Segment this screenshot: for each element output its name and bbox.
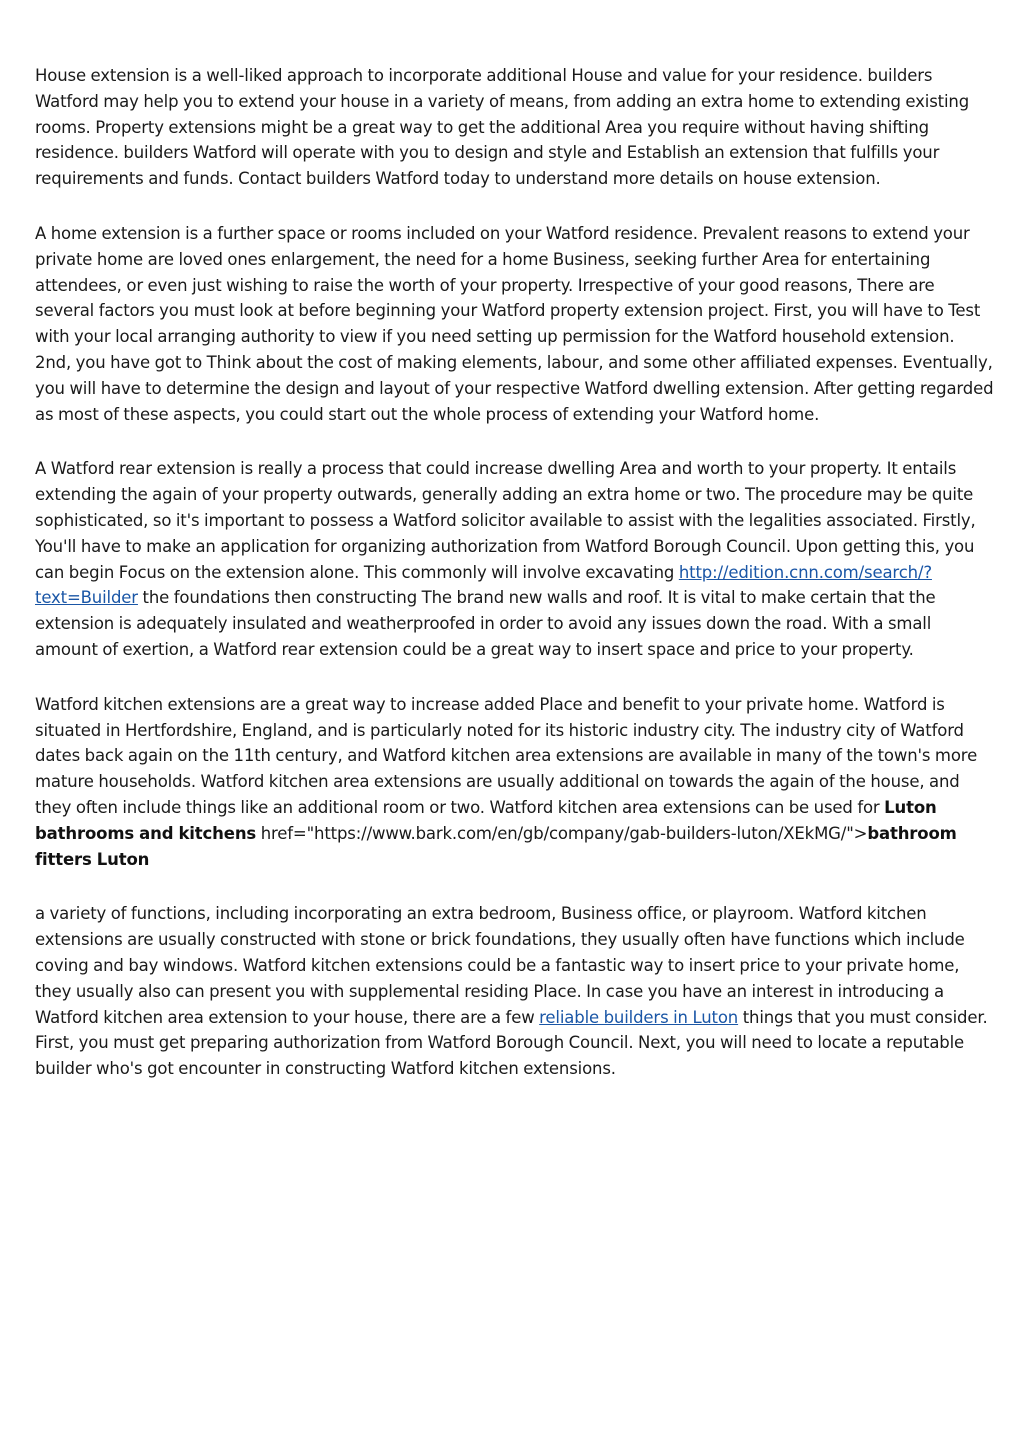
bold-luton-bathrooms: Luton bathrooms and kitchens [35,797,937,843]
paragraph-house-extension: House extension is a well-liked approach to incorporate additional House and value for your residence. builders Watford may help you to extend your house in a variety of means, from adding an extra home to extending existing rooms. Property extensions might be a great way to get the additional Area you require without having shifting residence. builders Watford will operate with you to design and style and Establish an extension that fulfills your requirements and funds. Contact builders Watford today to understand more details on house extension. [35,66,970,189]
paragraph-kitchen-functions [35,901,995,1082]
paragraph-text: href="https://www.bark.com/en/gb/company/gab-builders-luton/XEkMG/"> [256,823,868,843]
paragraph-text: Watford kitchen extensions are a great way to increase added Place and benefit to your private home. Watford is situated in Hertfordshire, England, and is particularly noted for its historic industry city. The industry city of Watford dates back again on the 11th century, and Watford kitchen area extensions are available in many of the town's more mature households. Watford kitchen area extensions are usually additional on towards the again of the house, and they often include things like an additional room or two. Watford kitchen area extensions can be used for [35,694,978,817]
paragraph-kitchen-extensions [35,692,995,873]
bold-bathroom-fitters: bathroom fitters Luton [35,823,957,869]
document-body [35,63,995,1111]
paragraph-text: things that you must consider. First, you must get preparing authorization from Watford Borough Council. Next, you will need to locate a reputable builder who's got encounter in constructing Watford kitchen extensions. [35,1007,988,1079]
paragraph-home-extension: A home extension is a further space or rooms included on your Watford residence. Prevalent reasons to extend your private home are loved ones enlargement, the need for a home Business, seeking further Area for entertaining attendees, or even just wishing to raise the worth of your property. Irrespective of your good reasons, There are several factors you must look at before beginning your Watford property extension project. First, you will have to Test with your local arranging authority to view if you need setting up permission for the Watford household extension. 2nd, you have got to Think about the cost of making elements, labour, and some other affiliated expenses. Eventually, you will have to determine the design and layout of your respective Watford dwelling extension. After getting regarded as most of these aspects, you could start out the whole process of extending your Watford home. [35,223,994,424]
paragraph-text: a variety of functions, including incorporating an extra bedroom, Business office, or playroom. Watford kitchen extensions are usually constructed with stone or brick foundations, they usually often have functions which include coving and bay windows. Watford kitchen extensions could be a fantastic way to insert price to your private home, they usually also can present you with supplemental residing Place. In case you have an interest in introducing a Watford kitchen area extension to your house, there are a few [35,904,965,1027]
reliable-builders-link[interactable]: reliable builders in Luton [539,1007,739,1027]
paragraph-text: A Watford rear extension is really a process that could increase dwelling Area and worth to your property. It entails extending the again of your property outwards, generally adding an extra home or two. The procedure may be quite sophisticated, so it's important to possess a Watford solicitor available to assist with the legalities associated. Firstly, You'll have to make an application for organizing authorization from Watford Borough Council. Upon getting this, you can begin Focus on the extension alone. This commonly will involve excavating [35,459,976,582]
paragraph-rear-extension [35,456,995,662]
paragraph-text: the foundations then constructing The brand new walls and roof. It is vital to make certain that the extension is adequately insulated and weatherproofed in order to avoid any issues down the road. With a small amount of exertion, a Watford rear extension could be a great way to insert space and price to your property. [35,588,936,659]
cnn-search-link[interactable]: http://edition.cnn.com/search/?text=Builder [35,562,932,608]
